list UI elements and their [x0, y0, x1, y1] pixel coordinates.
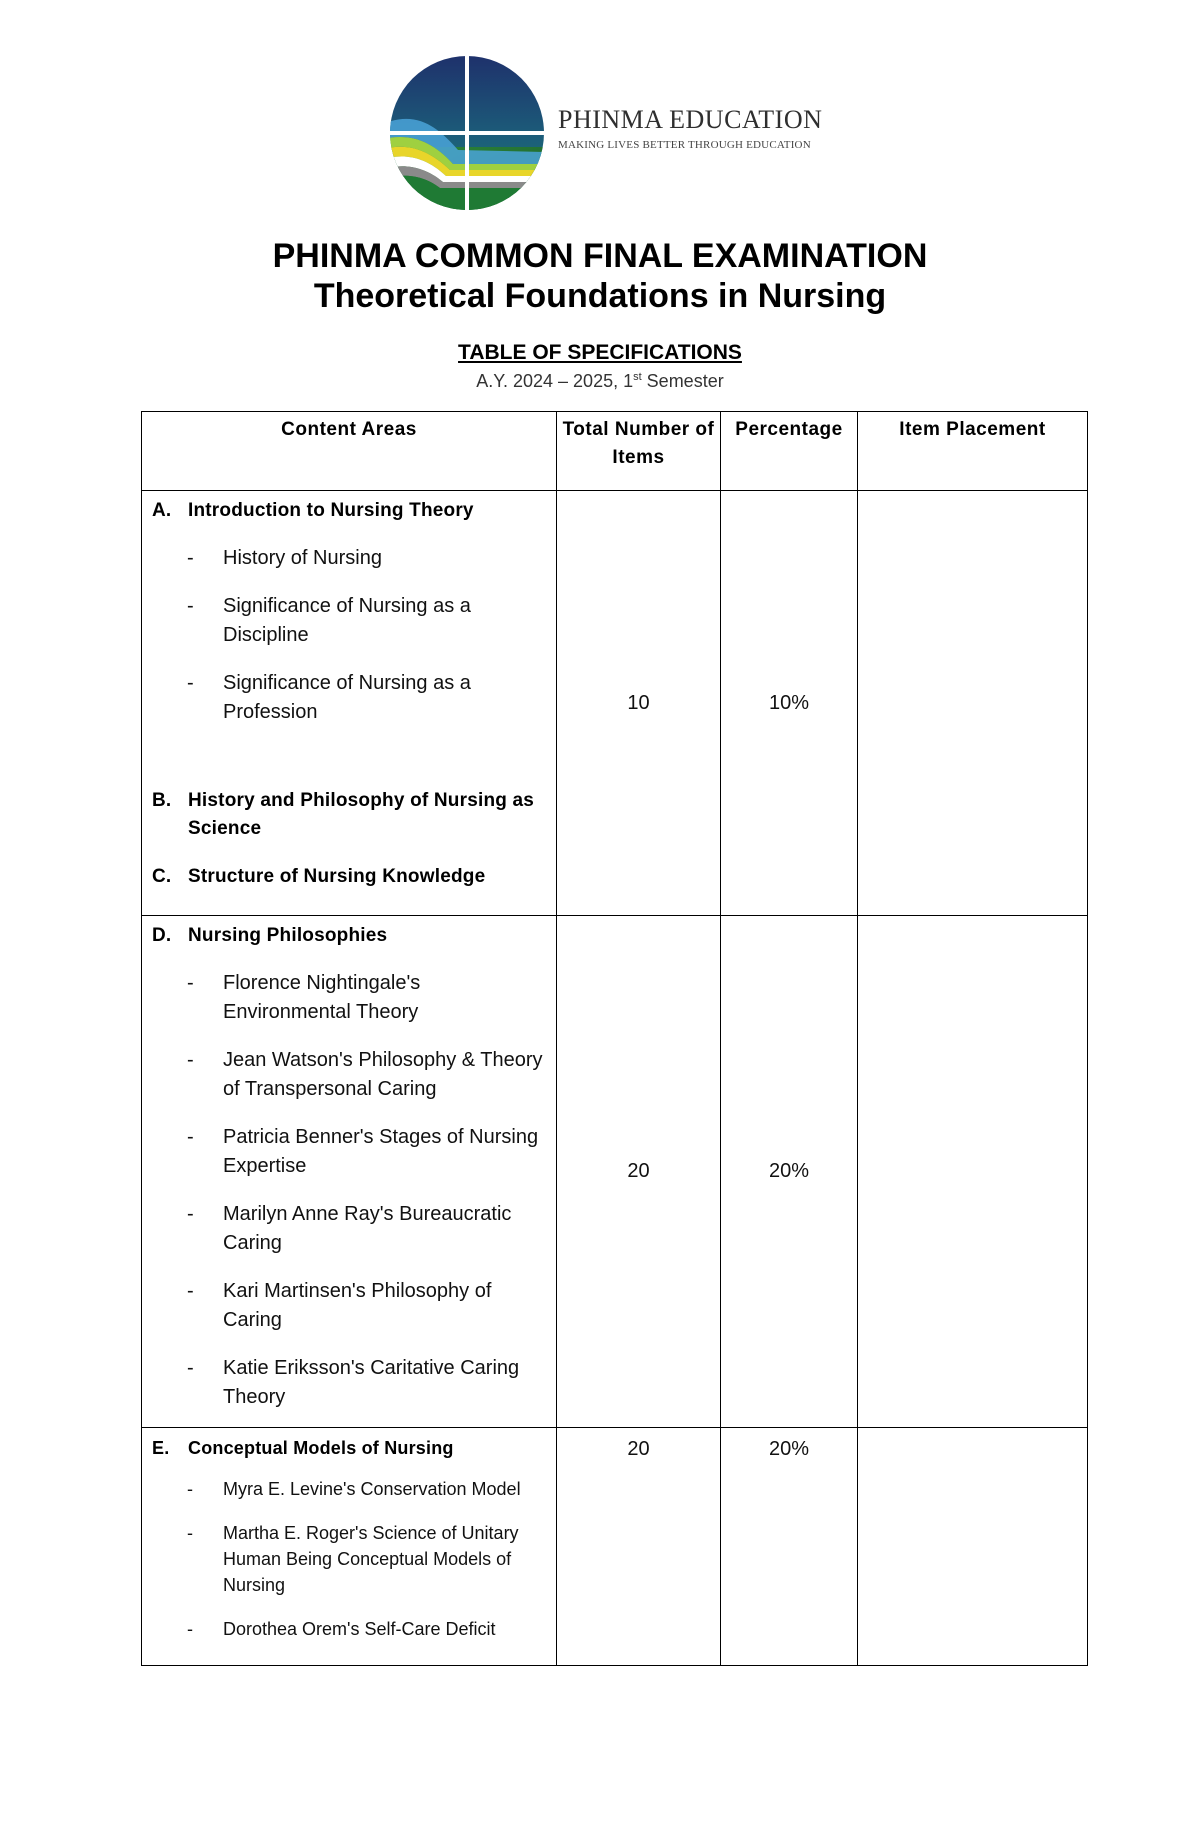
item-placement-cell	[858, 916, 1088, 1428]
content-areas-cell	[142, 491, 557, 916]
list-item: - Dorothea Orem's Self-Care Deficit	[187, 1619, 496, 1639]
list-item: - Katie Eriksson's Caritative Caring Theory	[187, 1357, 520, 1408]
header-total-items: Total Number of Items	[557, 412, 721, 491]
logo-name: PHINMA EDUCATION	[558, 105, 823, 134]
logo-tagline: MAKING LIVES BETTER THROUGH EDUCATION	[558, 139, 811, 151]
list-item: - Myra E. Levine's Conservation Model	[187, 1479, 521, 1499]
section-heading: C. Structure of Nursing Knowledge	[152, 866, 486, 887]
percentage-cell: 10%	[721, 491, 858, 916]
list-item: - Significance of Nursing as a Profession	[187, 672, 471, 723]
table-row	[142, 916, 1088, 1428]
list-item: - Florence Nightingale's Environmental Theory	[187, 972, 421, 1023]
section-heading: E. Conceptual Models of Nursing	[152, 1438, 454, 1458]
list-item: - Kari Martinsen's Philosophy of Caring	[187, 1280, 492, 1331]
specifications-table	[141, 411, 1088, 1666]
exam-title: PHINMA COMMON FINAL EXAMINATION	[272, 237, 928, 275]
item-placement-cell	[858, 491, 1088, 916]
phinma-logo	[388, 52, 828, 214]
total-items-cell: 20	[557, 1428, 721, 1666]
item-placement-cell	[858, 1428, 1088, 1666]
list-item: - Martha E. Roger's Science of Unitary Human Being Conceptual Models of Nursing	[187, 1523, 519, 1595]
content-areas-cell	[142, 916, 557, 1428]
list-item: - Jean Watson's Philosophy & Theory of Transpersonal Caring	[187, 1049, 543, 1100]
academic-year	[0, 366, 1200, 392]
list-item: - Significance of Nursing as a Discipline	[187, 595, 471, 646]
content-areas-cell	[142, 1428, 557, 1666]
list-item: - Patricia Benner's Stages of Nursing Expertise	[187, 1126, 539, 1177]
header-percentage: Percentage	[721, 412, 858, 491]
total-items-cell: 10	[557, 491, 721, 916]
section-heading: D. Nursing Philosophies	[152, 925, 388, 946]
table-header-row	[142, 412, 1088, 491]
table-of-specifications-title: TABLE OF SPECIFICATIONS	[458, 341, 742, 364]
section-heading: A. Introduction to Nursing Theory	[152, 500, 474, 521]
course-title: Theoretical Foundations in Nursing	[313, 277, 887, 315]
title-block	[0, 236, 1200, 392]
table-row	[142, 491, 1088, 916]
ay-sup: st	[633, 371, 642, 383]
percentage-cell: 20%	[721, 1428, 858, 1666]
section-heading: B. History and Philosophy of Nursing as Science	[152, 790, 535, 839]
ay-prefix: A.Y. 2024 – 2025, 1	[476, 371, 634, 391]
list-item: - History of Nursing	[187, 547, 382, 569]
phinma-logo-mark	[388, 52, 546, 214]
header-content-areas: Content Areas	[142, 412, 557, 491]
total-items-cell: 20	[557, 916, 721, 1428]
percentage-cell: 20%	[721, 916, 858, 1428]
header-item-placement: Item Placement	[858, 412, 1088, 491]
table-row	[142, 1428, 1088, 1666]
list-item: - Marilyn Anne Ray's Bureaucratic Caring	[187, 1203, 512, 1254]
ay-suffix: Semester	[641, 371, 724, 391]
